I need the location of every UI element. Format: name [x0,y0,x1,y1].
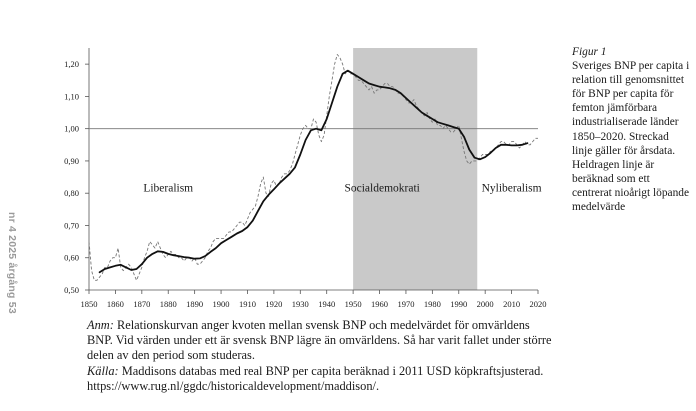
x-tick-label: 1910 [238,299,256,309]
chart-notes [87,318,557,394]
y-tick-label: 0,50 [64,285,79,295]
x-tick-label: 1900 [212,299,230,309]
note-anm [87,318,557,364]
x-tick-label: 1950 [344,299,362,309]
y-tick-label: 0,70 [64,220,79,231]
period-label: Liberalism [143,182,194,195]
figure-caption-text: Sveriges BNP per capita i relation till genomsnittet för BNP per capita för femton jämförbara industrialiserade länder 1850–2020. Streckad linje gäller för årsdata. Heldragen linje är beräknad som ett centrerat nioårigt löpande medelvärde [572,60,690,214]
x-tick-label: 2010 [503,299,521,309]
x-tick-label: 1870 [133,299,151,309]
y-tick-label: 0,80 [64,188,79,199]
note-anm-label: Anm: [87,318,114,332]
x-tick-label: 1890 [186,299,204,309]
journal-side-label: nr 4 2025 årgång 53 [6,212,18,314]
x-tick-label: 1860 [106,299,124,309]
x-tick-label: 1960 [371,299,389,309]
y-tick-label: 1,20 [64,59,79,70]
note-kalla [87,364,557,394]
period-labels-layer [143,183,541,195]
x-tick-label: 1880 [159,299,177,309]
figure-label: Figur 1 [572,46,607,58]
y-tick-label: 0,60 [64,252,79,263]
x-tick-label: 1930 [291,299,309,309]
note-kalla-label: Källa: [87,363,119,378]
note-kalla-text: Maddisons databas med real BNP per capita beräknad i 2011 USD köpkraftsjusterad. https://www.rug.nl/ggdc/historicaldevelopment/maddison/. [87,363,544,393]
period-label: Nyliberalism [481,182,542,195]
y-tick-label: 1,00 [64,123,79,134]
y-tick-label: 1,10 [64,91,79,102]
x-tick-label: 1850 [80,299,98,309]
x-tick-label: 1940 [318,299,336,309]
x-tick-label: 1980 [423,299,441,309]
y-tick-label: 0,90 [64,155,79,166]
period-label: Socialdemokrati [344,182,420,195]
x-tick-label: 1990 [450,299,468,309]
x-tick-label: 2000 [476,299,494,309]
x-tick-label: 2020 [529,299,547,309]
x-tick-label: 1970 [397,299,415,309]
note-anm-text: Relationskurvan anger kvoten mellan svensk BNP och medelvärdet för omvärldens BNP. Vid värden under ett är svensk BNP lägre än omvärldens. Så har varit fallet under större delen av den period som studeras. [87,318,552,363]
x-tick-label: 1920 [265,299,283,309]
figure-caption [572,45,690,214]
